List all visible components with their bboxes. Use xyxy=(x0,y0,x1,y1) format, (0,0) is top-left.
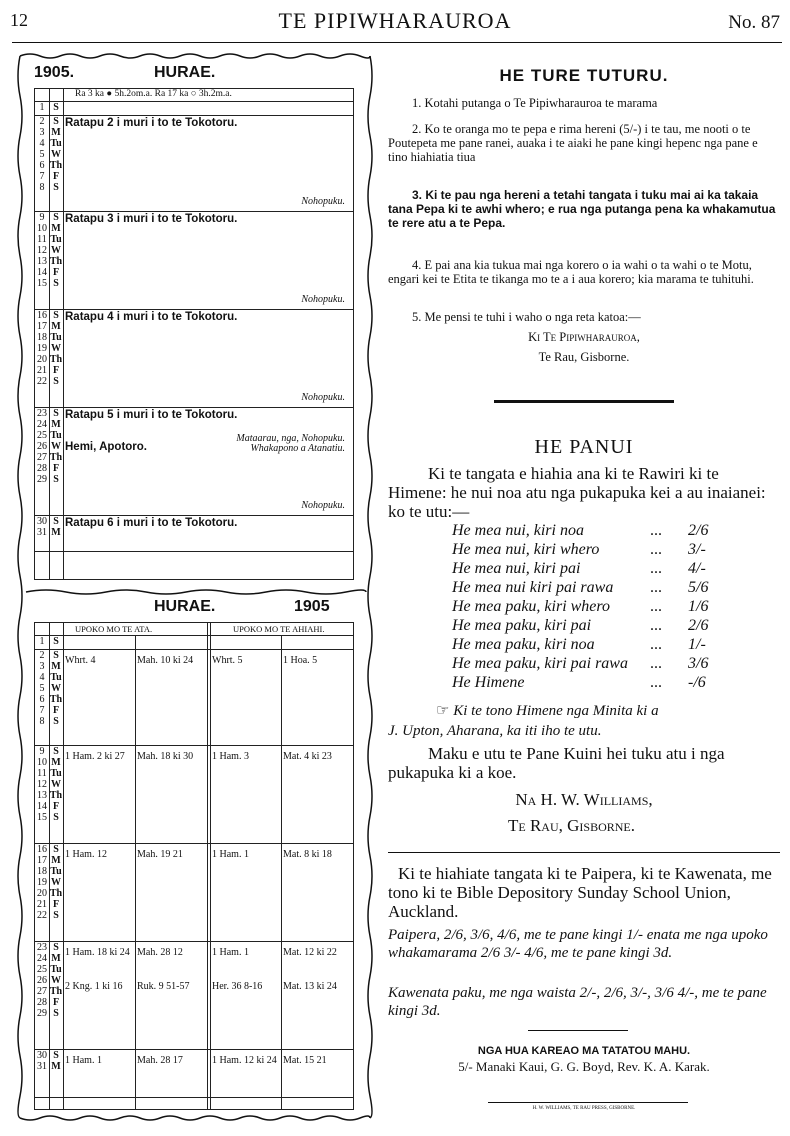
day-letter: S xyxy=(53,516,59,527)
day-number: 22 xyxy=(37,910,47,921)
lesson-cell: Mat. 4 ki 23 xyxy=(283,751,332,762)
sunday-title: Ratapu 2 i muri i to te Tokotoru. xyxy=(65,117,238,129)
printer-line: H. W. WILLIAMS, TE RAU PRESS, GISBORNE. xyxy=(532,1106,636,1111)
paipera-line-2: Kawenata paku, me nga waista 2/-, 2/6, 3/-, 3/6 4/-, me te pane kingi 3d. xyxy=(388,985,767,1019)
panui-sign-1: Na H. W. Williams, xyxy=(515,790,653,809)
lesson-cell: Mah. 18 ki 30 xyxy=(137,751,194,762)
calendar-readings xyxy=(34,64,352,584)
day-number: 28 xyxy=(37,463,47,474)
price-dots: ... xyxy=(650,579,662,596)
day-number: 24 xyxy=(37,953,47,964)
separator xyxy=(388,852,780,853)
price-value: 3/- xyxy=(688,541,706,558)
price-item: He mea paku, kiri whero xyxy=(452,598,611,615)
lesson-cell: Whrt. 4 xyxy=(65,655,96,666)
day-number: 14 xyxy=(37,801,47,812)
day-number: 20 xyxy=(37,354,47,365)
calendar-grid xyxy=(34,88,354,580)
day-letter: S xyxy=(53,650,59,661)
day-letter: W xyxy=(51,975,61,986)
day-number: 6 xyxy=(39,160,45,171)
price-value: 2/6 xyxy=(688,617,709,634)
day-letter: W xyxy=(51,441,61,452)
day-letter: S xyxy=(53,910,59,921)
day-number: 16 xyxy=(37,310,47,321)
panui-intro: Ki te tangata e hiahia ana ki te Rawiri ki te Himene: he nui noa atu nga pukapuka kei a au inaianei: ko te utu:— xyxy=(388,464,766,521)
lesson-cell: 1 Ham. 2 ki 27 xyxy=(65,751,125,762)
day-number: 20 xyxy=(37,888,47,899)
day-number: 13 xyxy=(37,790,47,801)
day-letter: M xyxy=(51,1061,61,1072)
day-letter: S xyxy=(53,812,59,823)
day-letter: S xyxy=(53,1008,59,1019)
price-item: He mea nui, kiri noa xyxy=(452,522,584,539)
day-letter: Tu xyxy=(50,430,62,441)
day-letter: Th xyxy=(49,888,63,899)
day-letter: Tu xyxy=(50,672,62,683)
notices-column xyxy=(388,52,780,1132)
day-letter: S xyxy=(53,474,59,485)
price-dots: ... xyxy=(650,617,662,634)
lesson-cell: Mah. 28 12 xyxy=(137,947,183,958)
day-letter: S xyxy=(53,212,59,223)
day-number: 18 xyxy=(37,332,47,343)
lesson-cell: Mah. 28 17 xyxy=(137,1055,183,1066)
lesson-cell: Mat. 12 ki 22 xyxy=(283,947,337,958)
ture-title: HE TURE TUTURU. xyxy=(499,66,669,85)
ture-sign-2: Te Rau, Gisborne. xyxy=(538,350,630,364)
day-number: 21 xyxy=(37,899,47,910)
calendar-week-row xyxy=(35,101,353,116)
day-letter: W xyxy=(51,245,61,256)
day-letter: F xyxy=(52,801,60,812)
calendar2-year: 1905 xyxy=(294,598,330,615)
lesson-cell: 1 Ham. 3 xyxy=(212,751,249,762)
price-dots: ... xyxy=(650,560,662,577)
saint-note-1: Mataarau, nga, Nohopuku. xyxy=(236,433,345,444)
day-letter: W xyxy=(51,779,61,790)
day-number: 19 xyxy=(37,877,47,888)
day-number: 1 xyxy=(39,636,45,647)
day-number: 26 xyxy=(37,975,47,986)
day-letter: S xyxy=(53,310,59,321)
sunday-title: Ratapu 6 i muri i to te Tokotoru. xyxy=(65,517,238,529)
ture-item-5: 5. Me pensi te tuhi i waho o nga reta katoa:— xyxy=(412,310,641,324)
fast-note: Nohopuku. xyxy=(301,500,345,511)
day-number: 10 xyxy=(37,757,47,768)
day-letter: Th xyxy=(49,790,63,801)
price-dots: ... xyxy=(650,674,662,691)
hua-title: NGA HUA KAREAO MA TATATOU MAHU. xyxy=(477,1045,691,1057)
lesson-cell: Mah. 10 ki 24 xyxy=(137,655,194,666)
calendar-month: HURAE. xyxy=(154,64,216,81)
lessons-week-row xyxy=(35,745,353,844)
day-letter: F xyxy=(52,997,60,1008)
ture-item-1: 1. Kotahi putanga o Te Pipiwharauroa te marama xyxy=(412,96,658,110)
day-letter: Tu xyxy=(50,768,62,779)
day-number: 27 xyxy=(37,986,47,997)
day-number: 12 xyxy=(37,245,47,256)
day-letter: F xyxy=(52,899,60,910)
price-item: He mea paku, kiri noa xyxy=(452,636,595,653)
hua-line: 5/- Manaki Kaui, G. G. Boyd, Rev. K. A. Karak. xyxy=(458,1059,710,1074)
day-number: 30 xyxy=(37,1050,47,1061)
day-number: 23 xyxy=(37,408,47,419)
day-number: 14 xyxy=(37,267,47,278)
ture-item-3: 3. Ki te pau nga hereni a tetahi tangata i tuku mai ai ka takaia tana Pepa ki te awhi whero; e rua nga putanga pena ka whakamutua te rere atu a te Pepa. xyxy=(388,188,776,230)
saint-day: Hemi, Apotoro. xyxy=(65,441,147,453)
newspaper-title: TE PIPIWHARAUROA xyxy=(278,8,512,33)
day-letter: M xyxy=(51,661,61,672)
day-letter: M xyxy=(51,953,61,964)
lessons-week-row xyxy=(35,843,353,942)
lessons-week-row xyxy=(35,649,353,746)
day-number: 16 xyxy=(37,844,47,855)
pointing-hand-icon: ☞ xyxy=(436,703,454,719)
header-rule xyxy=(12,42,782,43)
price-item: He mea nui, kiri pai xyxy=(452,560,581,577)
panui-note-2: J. Upton, Aharana, ka iti iho te utu. xyxy=(388,723,602,739)
day-number: 30 xyxy=(37,516,47,527)
day-letter: F xyxy=(52,267,60,278)
day-number: 17 xyxy=(37,321,47,332)
day-letter: F xyxy=(52,171,60,182)
head-ata: UPOKO MO TE ATA. xyxy=(75,624,153,634)
calendar2-month: HURAE. xyxy=(154,598,216,615)
day-letter: W xyxy=(51,877,61,888)
day-letter: Th xyxy=(49,160,63,171)
day-letter: S xyxy=(53,182,59,193)
lesson-cell: Mat. 15 21 xyxy=(283,1055,327,1066)
day-number: 31 xyxy=(37,527,47,538)
day-number: 22 xyxy=(37,376,47,387)
day-number: 3 xyxy=(39,127,45,138)
day-number: 15 xyxy=(37,278,47,289)
day-letter: F xyxy=(52,463,60,474)
day-letter: S xyxy=(53,636,59,647)
day-number: 28 xyxy=(37,997,47,1008)
lesson-cell: Mat. 8 ki 18 xyxy=(283,849,332,860)
day-letter: M xyxy=(51,757,61,768)
day-number: 13 xyxy=(37,256,47,267)
sunday-title: Ratapu 4 i muri i to te Tokotoru. xyxy=(65,311,238,323)
day-number: 8 xyxy=(39,182,45,193)
day-letter: W xyxy=(51,343,61,354)
lesson-cell: 1 Hoa. 5 xyxy=(283,655,318,666)
day-number: 29 xyxy=(37,1008,47,1019)
price-dots: ... xyxy=(650,598,662,615)
price-item: He mea paku, kiri pai rawa xyxy=(452,655,628,672)
day-number: 8 xyxy=(39,716,45,727)
day-number: 31 xyxy=(37,1061,47,1072)
day-number: 23 xyxy=(37,942,47,953)
lesson-cell: 1 Ham. 12 xyxy=(65,849,107,860)
separator xyxy=(528,1030,628,1031)
day-letter: Th xyxy=(49,986,63,997)
day-number: 19 xyxy=(37,343,47,354)
lessons-week-row xyxy=(35,941,353,1050)
day-number: 4 xyxy=(39,138,45,149)
price-dots: ... xyxy=(650,522,662,539)
day-letter: M xyxy=(51,127,61,138)
calendar-lessons xyxy=(34,598,352,1118)
day-letter: S xyxy=(53,844,59,855)
paipera-intro: Ki te hiahiate tangata ki te Paipera, ki te Kawenata, me tono ki te Bible Depository Sunday School Union, Auckland. xyxy=(388,864,772,921)
day-letter: F xyxy=(52,365,60,376)
day-number: 17 xyxy=(37,855,47,866)
price-value: 1/6 xyxy=(688,598,709,615)
price-item: He mea nui kiri pai rawa xyxy=(452,579,614,596)
price-item: He mea nui, kiri whero xyxy=(452,541,600,558)
lessons-week-row xyxy=(35,635,353,650)
calendar-week-row xyxy=(35,309,353,408)
day-letter: Tu xyxy=(50,234,62,245)
day-number: 27 xyxy=(37,452,47,463)
day-letter: M xyxy=(51,527,61,538)
day-letter: S xyxy=(53,278,59,289)
panui-title: HE PANUI xyxy=(534,436,634,458)
day-letter: F xyxy=(52,705,60,716)
day-number: 26 xyxy=(37,441,47,452)
day-number: 2 xyxy=(39,650,45,661)
paipera-line-1: Paipera, 2/6, 3/6, 4/6, me te pane kingi 1/- enata me nga upoko whakamarama 2/6 3/- 4/6, me te pane kingi 3d. xyxy=(388,927,768,961)
fast-note: Nohopuku. xyxy=(301,294,345,305)
day-letter: Tu xyxy=(50,138,62,149)
day-number: 21 xyxy=(37,365,47,376)
day-number: 3 xyxy=(39,661,45,672)
lesson-cell-2: Mat. 13 ki 24 xyxy=(283,981,337,992)
day-number: 6 xyxy=(39,694,45,705)
lessons-week-row xyxy=(35,1049,353,1098)
day-letter: S xyxy=(53,942,59,953)
lesson-cell: Whrt. 5 xyxy=(212,655,243,666)
day-letter: S xyxy=(53,408,59,419)
calendar-column xyxy=(16,52,374,1122)
day-letter: W xyxy=(51,149,61,160)
day-number: 18 xyxy=(37,866,47,877)
day-letter: M xyxy=(51,855,61,866)
separator xyxy=(494,400,674,403)
price-dots: ... xyxy=(650,636,662,653)
moon-phases: Ra 3 ka ● 5h.2om.a. Ra 17 ka ○ 3h.2m.a. xyxy=(75,89,232,99)
panui-sign-2: Te Rau, Gisborne. xyxy=(508,816,636,835)
day-number: 5 xyxy=(39,149,45,160)
price-item: He Himene xyxy=(452,674,525,691)
calendar-week-row xyxy=(35,115,353,212)
day-letter: M xyxy=(51,419,61,430)
price-value: 3/6 xyxy=(688,655,709,672)
day-number: 4 xyxy=(39,672,45,683)
day-number: 2 xyxy=(39,116,45,127)
day-letter: Th xyxy=(49,452,63,463)
day-number: 10 xyxy=(37,223,47,234)
sunday-title: Ratapu 3 i muri i to te Tokotoru. xyxy=(65,213,238,225)
day-letter: M xyxy=(51,321,61,332)
day-letter: S xyxy=(53,746,59,757)
day-letter: Tu xyxy=(50,332,62,343)
day-number: 24 xyxy=(37,419,47,430)
ture-sign-1: Ki Te Pipiwharauroa, xyxy=(528,330,640,344)
lesson-cell: 1 Ham. 18 ki 24 xyxy=(65,947,130,958)
day-letter: Th xyxy=(49,256,63,267)
lesson-cell: Mah. 19 21 xyxy=(137,849,183,860)
day-number: 1 xyxy=(39,102,45,113)
day-letter: Th xyxy=(49,354,63,365)
day-number: 11 xyxy=(37,234,47,245)
ture-item-4: 4. E pai ana kia tukua mai nga korero o ia wahi o ta wahi o te Motu, engari kei te Etita te tikanga mo te a i aua korero; kia marama te tuhituhi. xyxy=(388,258,754,286)
fast-note: Nohopuku. xyxy=(301,196,345,207)
price-item: He mea paku, kiri pai xyxy=(452,617,592,634)
day-letter: S xyxy=(53,116,59,127)
head-ahiahi: UPOKO MO TE AHIAHI. xyxy=(233,624,325,634)
price-dots: ... xyxy=(650,655,662,672)
day-letter: S xyxy=(53,1050,59,1061)
lesson-cell: 1 Ham. 12 ki 24 xyxy=(212,1055,277,1066)
ture-item-2: 2. Ko te oranga mo te pepa e rima hereni (5/-) i te tau, me nooti o te Poutepeta me pane ranei, auaka i te aiaki he pane kingi hepenc nga pane e tino hiahiatia tiua xyxy=(388,122,758,164)
panui-note-1 xyxy=(388,702,780,721)
lesson-cell: 1 Ham. 1 xyxy=(212,849,249,860)
day-letter: S xyxy=(53,102,59,113)
day-letter: Tu xyxy=(50,964,62,975)
fast-note: Nohopuku. xyxy=(301,392,345,403)
lesson-cell-2: 2 Kng. 1 ki 16 xyxy=(65,981,123,992)
day-letter: Th xyxy=(49,694,63,705)
day-letter: S xyxy=(53,376,59,387)
day-number: 5 xyxy=(39,683,45,694)
price-value: -/6 xyxy=(688,674,706,691)
day-letter: M xyxy=(51,223,61,234)
separator xyxy=(488,1102,688,1103)
calendar-week-row xyxy=(35,407,353,516)
day-number: 7 xyxy=(39,171,45,182)
day-number: 7 xyxy=(39,705,45,716)
day-number: 15 xyxy=(37,812,47,823)
lesson-cell-2: Her. 36 8-16 xyxy=(212,981,263,992)
day-number: 12 xyxy=(37,779,47,790)
day-letter: W xyxy=(51,683,61,694)
price-value: 1/- xyxy=(688,636,706,653)
page-number: 12 xyxy=(10,10,28,30)
calendar-week-row xyxy=(35,211,353,310)
calendar-year: 1905. xyxy=(34,64,75,81)
lessons-grid xyxy=(34,622,354,1110)
lesson-cell: 1 Ham. 1 xyxy=(65,1055,102,1066)
day-number: 29 xyxy=(37,474,47,485)
day-number: 25 xyxy=(37,964,47,975)
day-number: 11 xyxy=(37,768,47,779)
price-value: 4/- xyxy=(688,560,706,577)
day-number: 9 xyxy=(39,212,45,223)
panui-maku: Maku e utu te Pane Kuini hei tuku atu i nga pukapuka ki a koe. xyxy=(388,744,725,782)
price-value: 5/6 xyxy=(688,579,709,596)
price-dots: ... xyxy=(650,541,662,558)
saint-note-2: Whakapono a Atanatiu. xyxy=(250,443,345,454)
page-header xyxy=(0,0,790,44)
sunday-title: Ratapu 5 i muri i to te Tokotoru. xyxy=(65,409,238,421)
lesson-cell: 1 Ham. 1 xyxy=(212,947,249,958)
issue-number: No. 87 xyxy=(728,12,780,33)
price-value: 2/6 xyxy=(688,522,709,539)
day-number: 9 xyxy=(39,746,45,757)
day-letter: S xyxy=(53,716,59,727)
note-line-1: Ki te tono Himene nga Minita ki a xyxy=(453,703,659,719)
day-letter: Tu xyxy=(50,866,62,877)
lesson-cell-2: Ruk. 9 51-57 xyxy=(137,981,190,992)
calendar-week-row xyxy=(35,515,353,552)
day-number: 25 xyxy=(37,430,47,441)
